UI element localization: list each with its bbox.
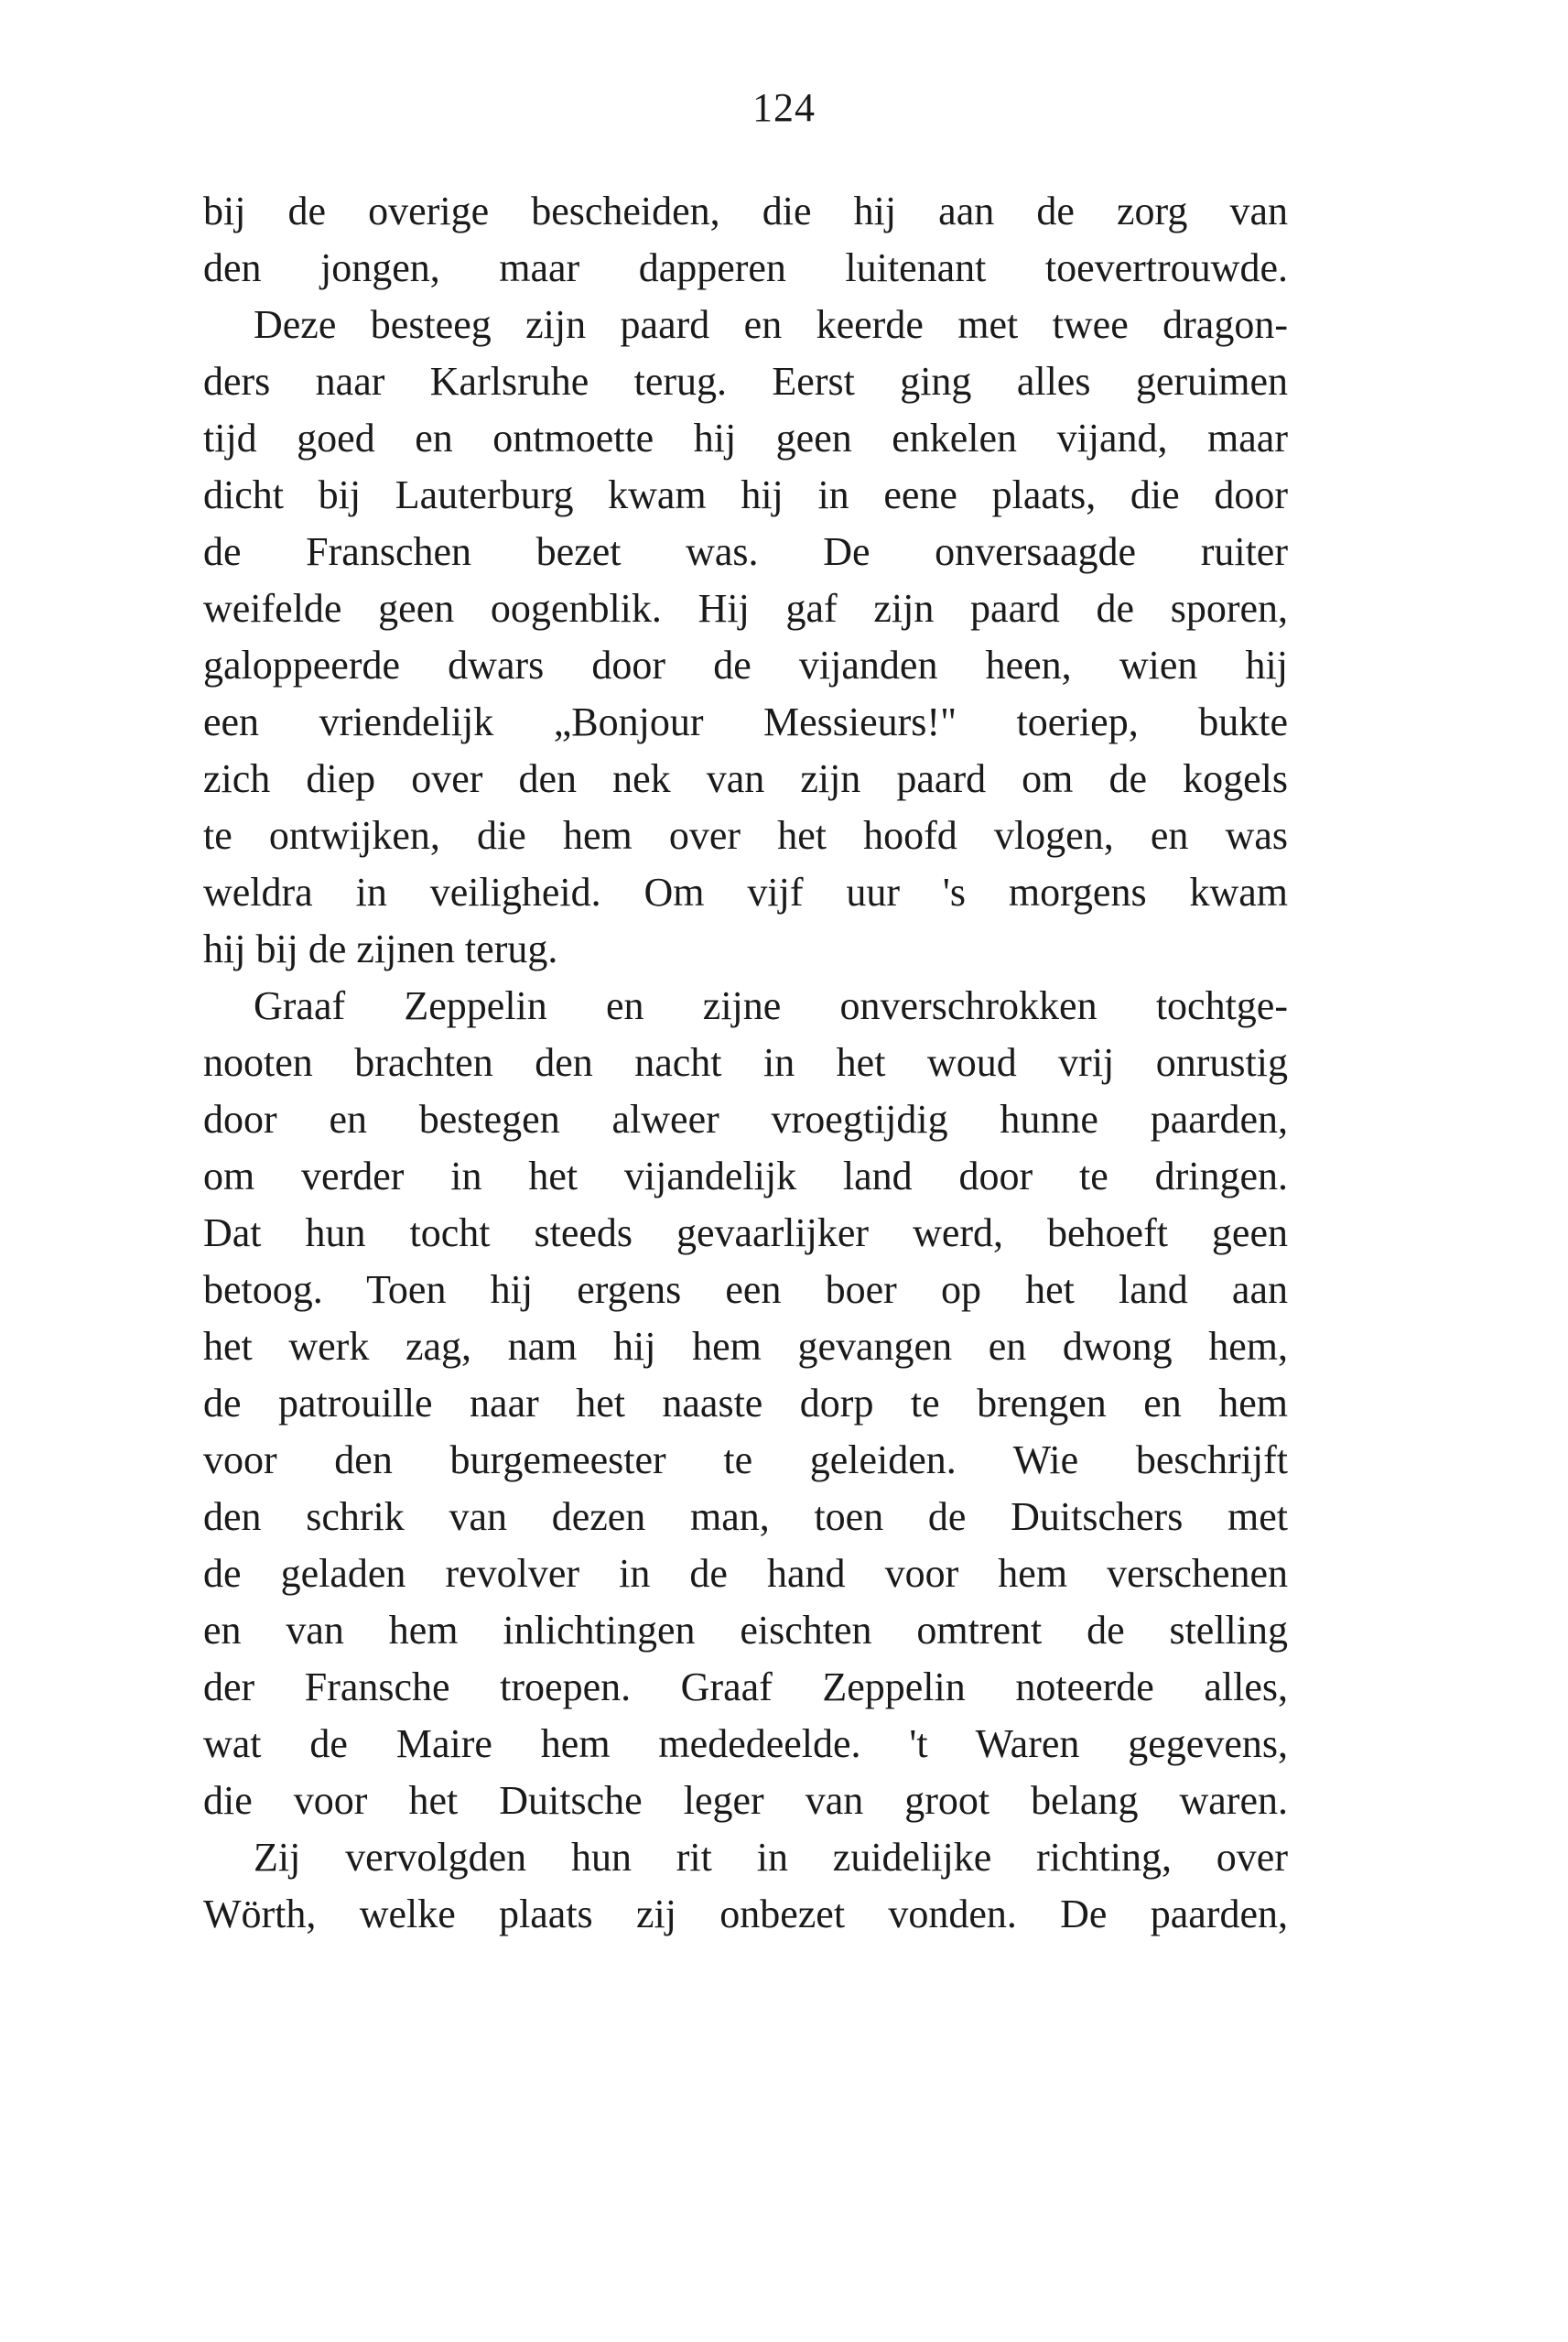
text-line: om verder in het vijandelijk land door te dringen. bbox=[203, 1154, 1288, 1198]
text-line: en van hem inlichtingen eischten omtrent de stelling bbox=[203, 1608, 1288, 1653]
text-line: zich diep over den nek van zijn paard om de kogels bbox=[203, 756, 1288, 801]
text-line: Wörth, welke plaats zij onbezet vonden. De paarden, bbox=[203, 1892, 1288, 1936]
text-line: de geladen revolver in de hand voor hem verschenen bbox=[203, 1551, 1288, 1596]
text-line: te ontwijken, die hem over het hoofd vlogen, en was bbox=[203, 813, 1288, 858]
body-text bbox=[203, 183, 1288, 1943]
text-line: de Franschen bezet was. De onversaagde ruiter bbox=[203, 529, 1288, 574]
text-line: wat de Maire hem mededeelde. 't Waren gegevens, bbox=[203, 1721, 1288, 1766]
text-line: Zij vervolgden hun rit in zuidelijke richting, over bbox=[254, 1835, 1288, 1880]
text-line: Graaf Zeppelin en zijne onverschrokken tochtge- bbox=[254, 983, 1288, 1028]
text-line: het werk zag, nam hij hem gevangen en dwong hem, bbox=[203, 1324, 1288, 1369]
text-line: ders naar Karlsruhe terug. Eerst ging alles geruimen bbox=[203, 359, 1288, 404]
text-line: Deze besteeg zijn paard en keerde met twee dragon- bbox=[254, 302, 1288, 347]
text-line: hij bij de zijnen terug. bbox=[203, 927, 558, 971]
text-line: den schrik van dezen man, toen de Duitschers met bbox=[203, 1494, 1288, 1539]
text-line: dicht bij Lauterburg kwam hij in eene plaats, die door bbox=[203, 472, 1288, 517]
text-line: die voor het Duitsche leger van groot belang waren. bbox=[203, 1778, 1288, 1823]
text-line: bij de overige bescheiden, die hij aan de zorg van bbox=[203, 189, 1288, 233]
text-line: der Fransche troepen. Graaf Zeppelin noteerde alles, bbox=[203, 1664, 1288, 1709]
text-line: door en bestegen alweer vroegtijdig hunne paarden, bbox=[203, 1097, 1288, 1142]
text-line: Dat hun tocht steeds gevaarlijker werd, behoeft geen bbox=[203, 1210, 1288, 1255]
text-line: betoog. Toen hij ergens een boer op het land aan bbox=[203, 1267, 1288, 1312]
text-line: den jongen, maar dapperen luitenant toevertrouwde. bbox=[203, 245, 1288, 290]
text-line: een vriendelijk „Bonjour Messieurs!" toeriep, bukte bbox=[203, 699, 1288, 744]
text-line: weldra in veiligheid. Om vijf uur 's morgens kwam bbox=[203, 870, 1288, 915]
text-line: tijd goed en ontmoette hij geen enkelen vijand, maar bbox=[203, 416, 1288, 461]
text-line: galoppeerde dwars door de vijanden heen, wien hij bbox=[203, 643, 1288, 688]
text-line: weifelde geen oogenblik. Hij gaf zijn paard de sporen, bbox=[203, 586, 1288, 631]
page-number: 124 bbox=[752, 85, 816, 130]
text-line: voor den burgemeester te geleiden. Wie beschrijft bbox=[203, 1437, 1288, 1482]
text-line: nooten brachten den nacht in het woud vrij onrustig bbox=[203, 1040, 1288, 1085]
text-line: de patrouille naar het naaste dorp te brengen en hem bbox=[203, 1381, 1288, 1426]
